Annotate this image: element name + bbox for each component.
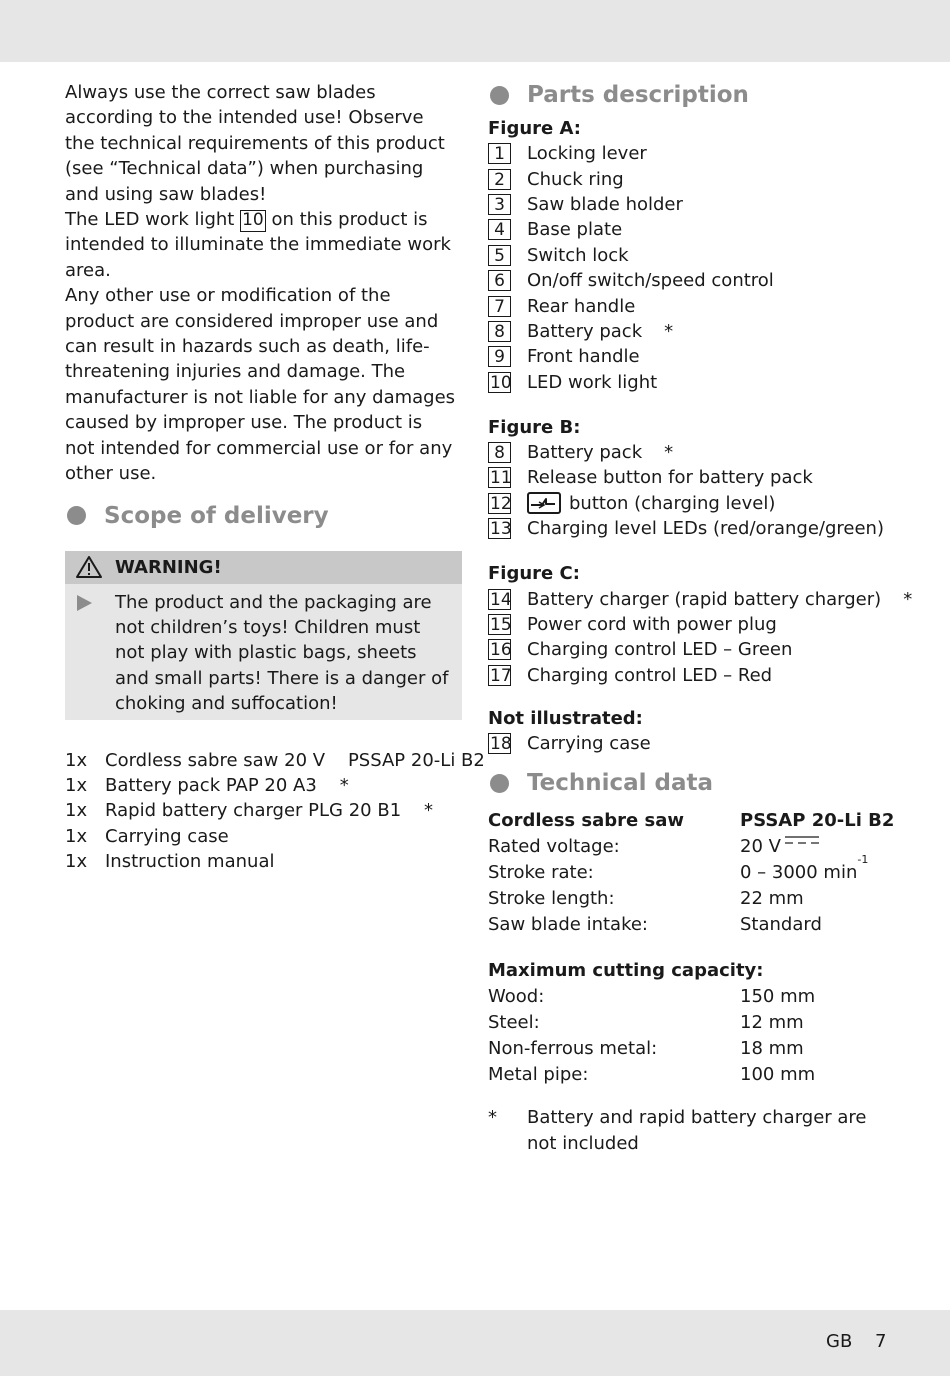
left-column [65,80,485,874]
figure-a-list [488,141,888,395]
page-number: 7 [875,1331,887,1352]
part-number: 5 [488,245,511,266]
item: Instruction manual [105,851,275,873]
footer-language: GB [826,1331,853,1352]
technical-title: Technical data [527,770,714,797]
part-number: 14 [490,589,512,610]
tech-value: 100 mm [740,1063,816,1085]
figure-a-heading: Figure A: [488,118,581,139]
asterisk: * [664,442,674,464]
part-label: Power cord with power plug [527,614,777,636]
list-item [488,141,888,166]
list-item [488,217,888,242]
item: Carrying case [105,825,229,847]
warning-body [65,584,462,720]
technical-data-heading [488,768,888,798]
item: Rapid battery charger PLG 20 B1 * [105,800,434,822]
table-row [488,912,888,938]
tech-label: Stroke rate: [488,862,594,884]
part-number: 1 [488,143,511,164]
list-item [65,849,463,874]
figure-c-heading: Figure C: [488,563,580,585]
part-label: Base plate [527,219,623,241]
part-number: 16 [490,640,512,661]
part-label: Battery pack [527,442,643,464]
item: Cordless sabre saw 20 V PSSAP 20-Li B2 [105,749,485,771]
footer-band [0,1310,950,1376]
tech-header-value: PSSAP 20-Li B2 [740,810,895,832]
part-label: Charging control LED – Green [527,639,793,661]
list-item [65,798,463,823]
parts-description-heading [488,80,888,110]
list-item [65,773,463,798]
list-item [488,465,888,490]
list-item [488,268,888,293]
part-label: On/off switch/speed control [527,270,774,292]
tech-value-exponent: -1 [857,853,869,867]
list-item [488,344,888,369]
warning-box [65,551,462,720]
asterisk: * [664,320,674,342]
tech-header-row [488,808,895,834]
tech-value: 150 mm [740,986,816,1008]
part-number: 9 [488,346,511,367]
item: Battery pack PAP 20 A3 * [105,774,349,796]
tech-value: 20 V [740,836,781,858]
list-item [488,491,888,516]
part-number: 10 [490,372,512,393]
part-label: Chuck ring [527,168,624,190]
tech-value: 18 mm [740,1037,804,1059]
parts-title: Parts description [527,82,749,108]
part-number: 8 [488,442,511,463]
part-label: Rear handle [527,295,636,317]
bullet-dot-icon [67,506,86,525]
not-illustrated-heading: Not illustrated: [488,708,643,730]
part-number: 15 [490,615,512,636]
part-number: 11 [490,468,512,489]
list-item [488,586,913,611]
ref-10: 10 [242,210,264,231]
asterisk: * [903,588,913,610]
table-row [488,1062,888,1088]
part-label: Charging level LEDs (red/orange/green) [527,518,884,540]
part-label: LED work light [527,371,658,393]
tech-label: Wood: [488,986,545,1008]
table-row [488,1036,888,1062]
part-label: Release button for battery pack [527,467,813,489]
footnote [488,1105,888,1156]
tech-value: 12 mm [740,1012,804,1033]
tech-label: Metal pipe: [488,1063,589,1085]
part-number: 6 [488,270,511,291]
led-paragraph-end: on this product is intended to illuminate the immediate work area. [65,209,451,281]
qty: 1x [65,800,88,822]
scope-title: Scope of delivery [104,502,329,529]
part-label: Saw blade holder [527,193,683,215]
figure-b-heading: Figure B: [488,416,581,438]
list-item [488,731,888,756]
part-label: Carrying case [527,733,651,755]
list-item [65,748,485,773]
led-paragraph [65,207,463,283]
part-label: button (charging level) [569,492,776,514]
list-item [488,663,888,688]
tech-table [488,808,895,1087]
bullet-dot-icon [490,86,509,105]
arrow-bullet-icon [77,595,92,611]
tech-label: Steel: [488,1012,540,1033]
part-number: 4 [488,219,511,240]
tech-value: Standard [740,913,822,935]
tech-label: Non-ferrous metal: [488,1037,658,1059]
tech-value: 22 mm [740,887,804,909]
qty: 1x [65,851,88,873]
battery-charge-icon [527,491,563,515]
qty: 1x [65,749,88,771]
tech-label: Saw blade intake: [488,913,648,935]
part-number: 8 [488,321,511,342]
list-item [488,612,888,637]
list-item [65,824,463,849]
qty: 1x [65,774,88,796]
list-item [488,440,888,465]
part-number: 18 [490,734,512,755]
tech-label: Rated voltage: [488,836,620,858]
part-number: 13 [490,519,512,540]
footnote-text: Battery and rapid battery charger are not included [527,1107,867,1154]
qty: 1x [65,825,88,847]
part-label: Switch lock [527,244,629,266]
led-paragraph-start: The LED work light [65,209,235,231]
part-label: Battery charger (rapid battery charger) [527,588,882,610]
list-item [488,637,888,662]
table-row [488,1010,888,1036]
tech-value: 0 – 3000 min [740,862,858,884]
table-row [488,853,888,886]
tech-label: Stroke length: [488,887,615,909]
warning-header [65,551,462,584]
right-column [488,80,913,1156]
table-row [488,886,888,912]
part-label: Battery pack [527,320,643,342]
bullet-dot-icon [490,774,509,793]
list-item [488,516,888,541]
cutting-capacity-heading: Maximum cutting capacity: [488,960,764,982]
table-row [488,984,888,1010]
list-item [488,293,888,318]
warning-triangle-icon [75,555,103,579]
saw-blade-paragraph: Always use the correct saw blades according to the intended use! Observe the technical requirements of this product (see “Technical data”) when purchasing and using saw blades! [65,82,445,205]
figure-b-list [488,440,888,542]
table-row [488,834,888,860]
part-number: 2 [488,169,511,190]
footnote-mark: * [488,1107,497,1129]
list-item [488,192,888,217]
part-label: Charging control LED – Red [527,664,773,686]
list-item [488,166,888,191]
part-label: Front handle [527,346,640,368]
part-number: 17 [490,665,512,686]
tech-header-label: Cordless sabre saw [488,810,684,832]
direct-current-icon [784,834,820,846]
delivery-list [65,748,485,875]
header-band [0,0,950,62]
list-item [488,319,888,344]
part-number: 12 [490,493,512,514]
list-item [488,243,888,268]
figure-c-list [488,586,913,688]
scope-of-delivery-heading [65,501,463,531]
part-number: 7 [488,296,511,317]
part-number: 3 [488,194,511,215]
part-label: Locking lever [527,143,647,165]
warning-title: WARNING! [115,556,222,578]
improper-use-paragraph: Any other use or modification of the product are considered improper use and can result in hazards such as death, life-threatening injuries and damage. The manufacturer is not liable for any damages caused by improper use. The product is not intended for commercial use or for any other use. [65,285,456,485]
list-item [488,370,888,395]
warning-text: The product and the packaging are not children’s toys! Children must not play with plastic bags, sheets and small parts! There is a danger of choking and suffocation! [115,591,449,715]
